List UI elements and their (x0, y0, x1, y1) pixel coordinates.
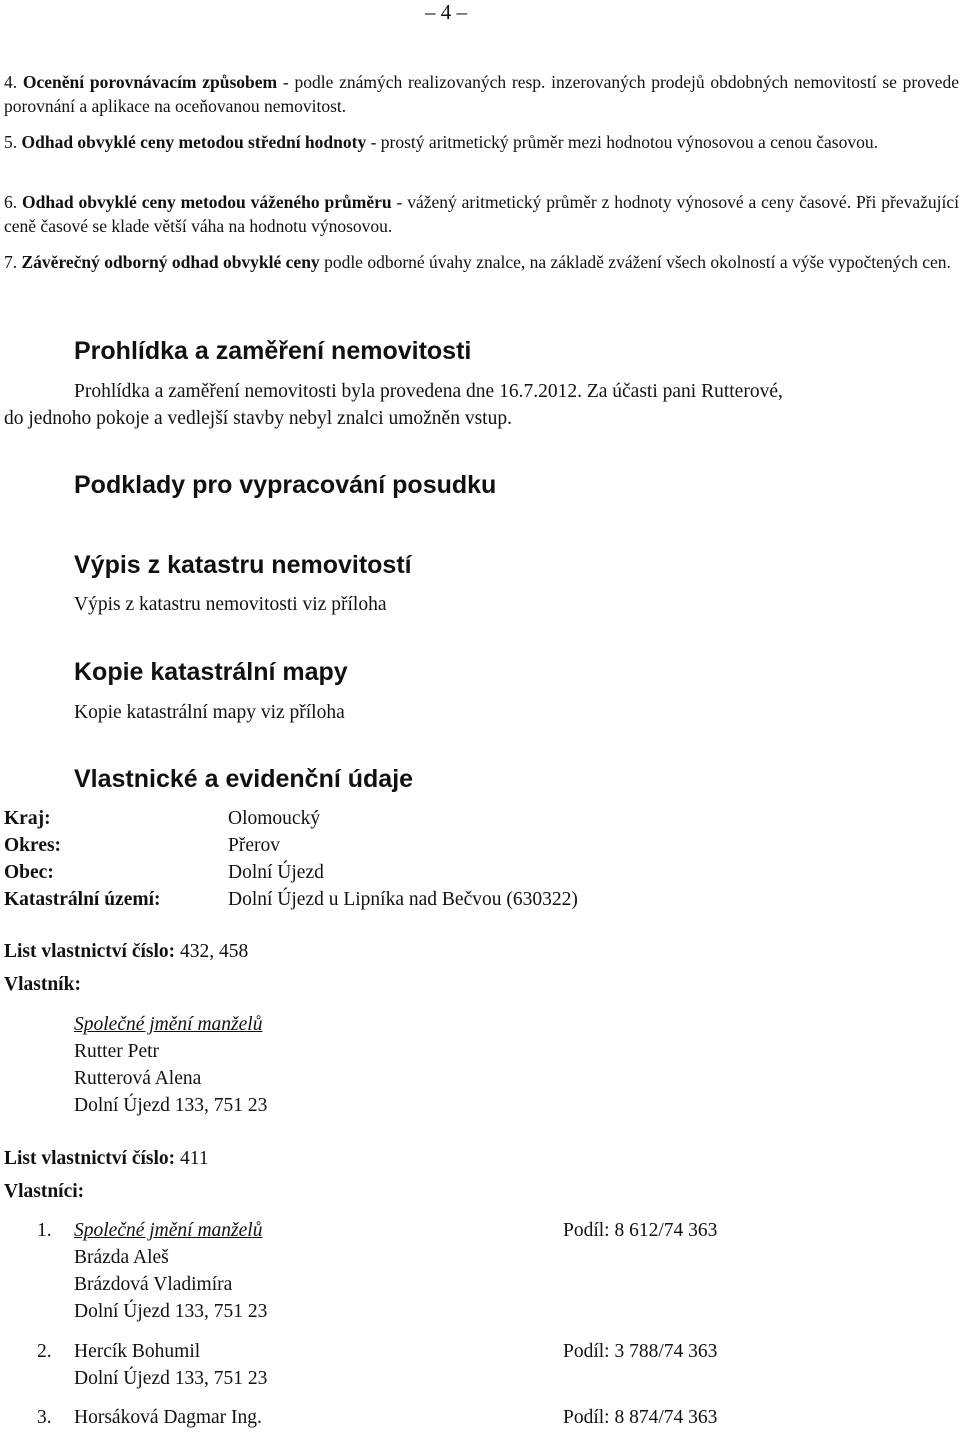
owner-address: Dolní Újezd 133, 751 23 (74, 1368, 268, 1389)
cadastre-heading: Výpis z katastru nemovitostí (74, 551, 412, 579)
list-item-number: 4. (4, 72, 18, 92)
region-value: Olomoucký (228, 808, 321, 829)
ownership-sheet-value: 411 (175, 1148, 209, 1169)
inspection-text-line2: do jednoho pokoje a vedlejší stavby nebyl znalci umožněn vstup. (4, 408, 512, 429)
owner-share: Podíl: 3 788/74 363 (563, 1341, 718, 1362)
list-item-number: 7. (4, 252, 18, 272)
owner-name: Hercík Bohumil (74, 1341, 201, 1362)
owner-share: Podíl: 8 874/74 363 (563, 1407, 718, 1428)
owner-name: Rutterová Alena (74, 1068, 202, 1089)
list-item-text: podle odborné úvahy znalce, na základě zvážení všech okolností a výše vypočtených cen. (319, 252, 951, 272)
map-heading: Kopie katastrální mapy (74, 658, 348, 686)
owner-number: 3. (37, 1407, 52, 1428)
owner-label: Vlastník: (4, 974, 81, 995)
ownership-sheet-2 (4, 1148, 209, 1170)
list-item-title: Závěrečný odborný odhad obvyklé ceny (21, 252, 320, 272)
owner-type: Společné jmění manželů (74, 1220, 263, 1241)
owner-address: Dolní Újezd 133, 751 23 (74, 1095, 268, 1116)
map-text: Kopie katastrální mapy viz příloha (74, 702, 345, 723)
list-item-text: - prostý aritmetický průměr mezi hodnotou výnosovou a cenou časovou. (366, 132, 878, 152)
ownership-heading: Vlastnické a evidenční údaje (74, 765, 414, 793)
region-label: Kraj: (4, 808, 51, 829)
ownership-sheet-label: List vlastnictví číslo: (4, 941, 176, 962)
list-item (4, 70, 959, 118)
ownership-sheet-value: 432, 458 (175, 941, 249, 962)
owner-name: Horsáková Dagmar Ing. (74, 1407, 262, 1428)
inspection-text-line1: Prohlídka a zaměření nemovitosti byla provedena dne 16.7.2012. Za účasti pani Rutterové, (74, 381, 783, 402)
owner-number: 2. (37, 1341, 52, 1362)
list-item-title: Odhad obvyklé ceny metodou váženého průměru (22, 192, 392, 212)
list-item (4, 250, 959, 274)
district-value: Přerov (228, 835, 280, 856)
sources-heading: Podklady pro vypracování posudku (74, 471, 497, 499)
list-item-title: Odhad obvyklé ceny metodou střední hodnoty (21, 132, 367, 152)
owner-address: Dolní Újezd 133, 751 23 (74, 1301, 268, 1322)
owner-name: Rutter Petr (74, 1041, 160, 1062)
district-label: Okres: (4, 835, 62, 856)
owner-name: Brázdová Vladimíra (74, 1274, 233, 1295)
list-item-text: - vážený aritmetický průměr z hodnoty výnosové a ceny časové. Při převažující ceně časové se klade větší váha na hodnotu výnosovou. (4, 192, 960, 236)
owners-label: Vlastníci: (4, 1181, 85, 1202)
list-item-number: 5. (4, 132, 18, 152)
municipality-label: Obec: (4, 862, 54, 883)
list-item-number: 6. (4, 192, 18, 212)
cadastre-text: Výpis z katastru nemovitosti viz příloha (74, 594, 387, 615)
owner-share: Podíl: 8 612/74 363 (563, 1220, 718, 1241)
cadastral-area-label: Katastrální území: (4, 889, 161, 910)
municipality-value: Dolní Újezd (228, 862, 324, 883)
list-item (4, 130, 959, 154)
inspection-heading: Prohlídka a zaměření nemovitosti (74, 337, 472, 365)
owner-type: Společné jmění manželů (74, 1014, 263, 1035)
ownership-sheet-label: List vlastnictví číslo: (4, 1148, 176, 1169)
ownership-sheet-1 (4, 941, 248, 963)
list-item-text: - podle známých realizovaných resp. inzerovaných prodejů obdobných nemovitostí se provede porovnání a aplikace na oceňovanou nemovitost. (4, 72, 960, 116)
owner-number: 1. (37, 1220, 52, 1241)
list-item (4, 190, 959, 238)
cadastral-area-value: Dolní Újezd u Lipníka nad Bečvou (630322) (228, 889, 578, 910)
owner-name: Brázda Aleš (74, 1247, 169, 1268)
list-item-title: Ocenění porovnávacím způsobem (22, 72, 278, 92)
page-number: – 4 – (425, 0, 467, 24)
